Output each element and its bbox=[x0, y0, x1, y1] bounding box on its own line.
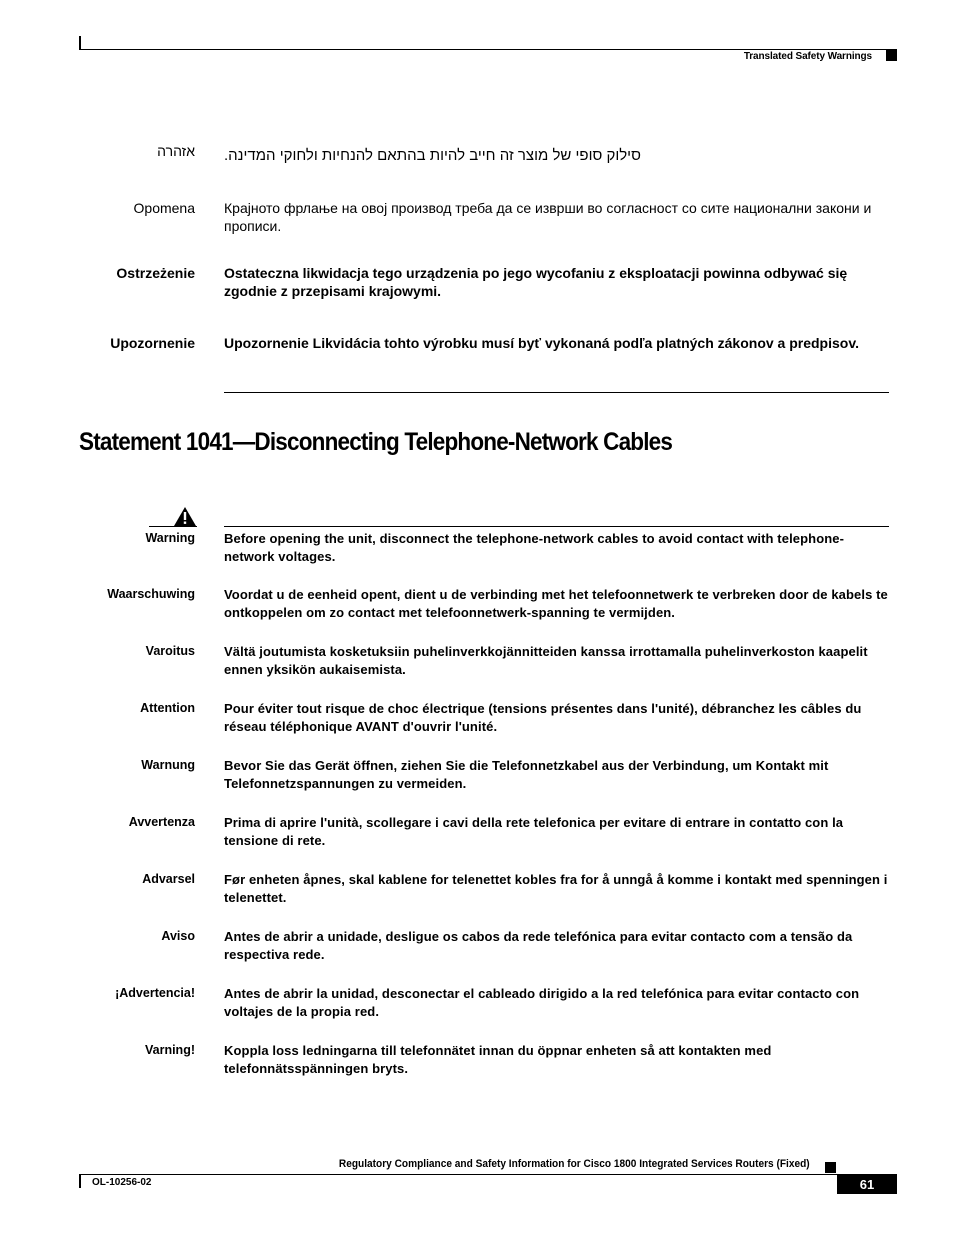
footer-tick bbox=[79, 1174, 81, 1188]
statement-label: Attention bbox=[140, 701, 195, 715]
warning-text: Ostateczna likwidacja tego urządzenia po jego wycofaniu z eksploatacji powinna odbywać się zgodnie z przepisami krajowymi. bbox=[224, 265, 848, 299]
statement-text: Voordat u de eenheid opent, dient u de verbinding met het telefoonnetwerk te verbreken door de kabels te ontkoppelen om zo contact met telefoonnetwerk-spanning te vermijden. bbox=[224, 587, 888, 620]
statement-text: Antes de abrir la unidad, desconectar el cableado dirigido a la red telefónica para evitar contacto con voltajes de la propia red. bbox=[224, 986, 860, 1019]
header-tick bbox=[79, 36, 81, 50]
statement-label: Waarschuwing bbox=[107, 587, 195, 601]
statement-text: Før enheten åpnes, skal kablene for telenettet kobles fra for å unngå å komme i kontakt med spenningen i telenettet. bbox=[224, 872, 888, 905]
statement-text: Antes de abrir a unidade, desligue os cabos da rede telefónica para evitar contacto com a tensão da respectiva rede. bbox=[224, 929, 853, 962]
statement-label: Warnung bbox=[141, 758, 195, 772]
statement-label: Advarsel bbox=[142, 872, 195, 886]
warning-label: אזהרה bbox=[157, 143, 195, 159]
statement-text: Koppla loss ledningarna till telefonnätet innan du öppnar enheten så att kontakten med telefonnätsspänningen bryts. bbox=[224, 1043, 772, 1076]
warning-text: Крајното фрлање на овој производ треба да се изврши во согласност со сите национални закони и прописи. bbox=[224, 200, 872, 234]
warnings-end-rule bbox=[224, 392, 889, 393]
statement-text: Before opening the unit, disconnect the telephone-network cables to avoid contact with telephone-network voltages. bbox=[224, 531, 845, 564]
statement-label: ¡Advertencia! bbox=[115, 986, 195, 1000]
statement-label: Avvertenza bbox=[128, 815, 195, 829]
statement-heading: Statement 1041—Disconnecting Telephone-Network Cables bbox=[79, 428, 673, 456]
warning-triangle-icon bbox=[173, 506, 197, 527]
header-rule bbox=[79, 49, 897, 50]
statement-label: Varning! bbox=[144, 1043, 195, 1057]
warning-label: Ostrzeżenie bbox=[116, 265, 195, 281]
statement-label: Varoitus bbox=[145, 644, 195, 658]
warning-label: Opomena bbox=[133, 200, 195, 216]
footer-doc-number: OL-10256-02 bbox=[92, 1177, 152, 1188]
warning-label: Upozornenie bbox=[110, 335, 195, 351]
page-number: 61 bbox=[837, 1175, 897, 1194]
running-header-title: Translated Safety Warnings bbox=[743, 51, 872, 62]
footer-rule bbox=[79, 1174, 897, 1175]
statement-text: Prima di aprire l'unità, scollegare i cavi della rete telefonica per evitare di entrare in contatto con la tensione di rete. bbox=[224, 815, 844, 848]
statement-text: Bevor Sie das Gerät öffnen, ziehen Sie die Telefonnetzkabel aus der Verbindung, um Kontakt mit Telefonnetzspannungen zu vermeiden. bbox=[224, 758, 829, 791]
statement-label: Warning bbox=[145, 531, 195, 545]
warning-text-rule bbox=[224, 526, 889, 527]
warning-icon-rule bbox=[149, 526, 197, 527]
warning-text: Upozornenie Likvidácia tohto výrobku musí byť vykonaná podľa platných zákonov a predpisov. bbox=[224, 335, 859, 351]
statement-label: Aviso bbox=[161, 929, 195, 943]
statement-text: Vältä joutumista kosketuksiin puhelinverkkojännitteiden kanssa irrottamalla puhelinverkoston kaapelit ennen yksikön aukaisemista. bbox=[224, 644, 868, 677]
warning-text: סילוק סופי של מוצר זה חייב להיות בהתאם להנחיות ולחוקי המדינה. bbox=[224, 147, 641, 164]
statement-text: Pour éviter tout risque de choc électrique (tensions présentes dans l'unité), débranchez les câbles du réseau téléphonique AVANT d'ouvrir l'unité. bbox=[224, 701, 862, 734]
footer-block-marker bbox=[825, 1162, 836, 1173]
footer-document-title: Regulatory Compliance and Safety Information for Cisco 1800 Integrated Services Routers (Fixed) bbox=[339, 1158, 810, 1170]
header-block-marker bbox=[886, 50, 897, 61]
